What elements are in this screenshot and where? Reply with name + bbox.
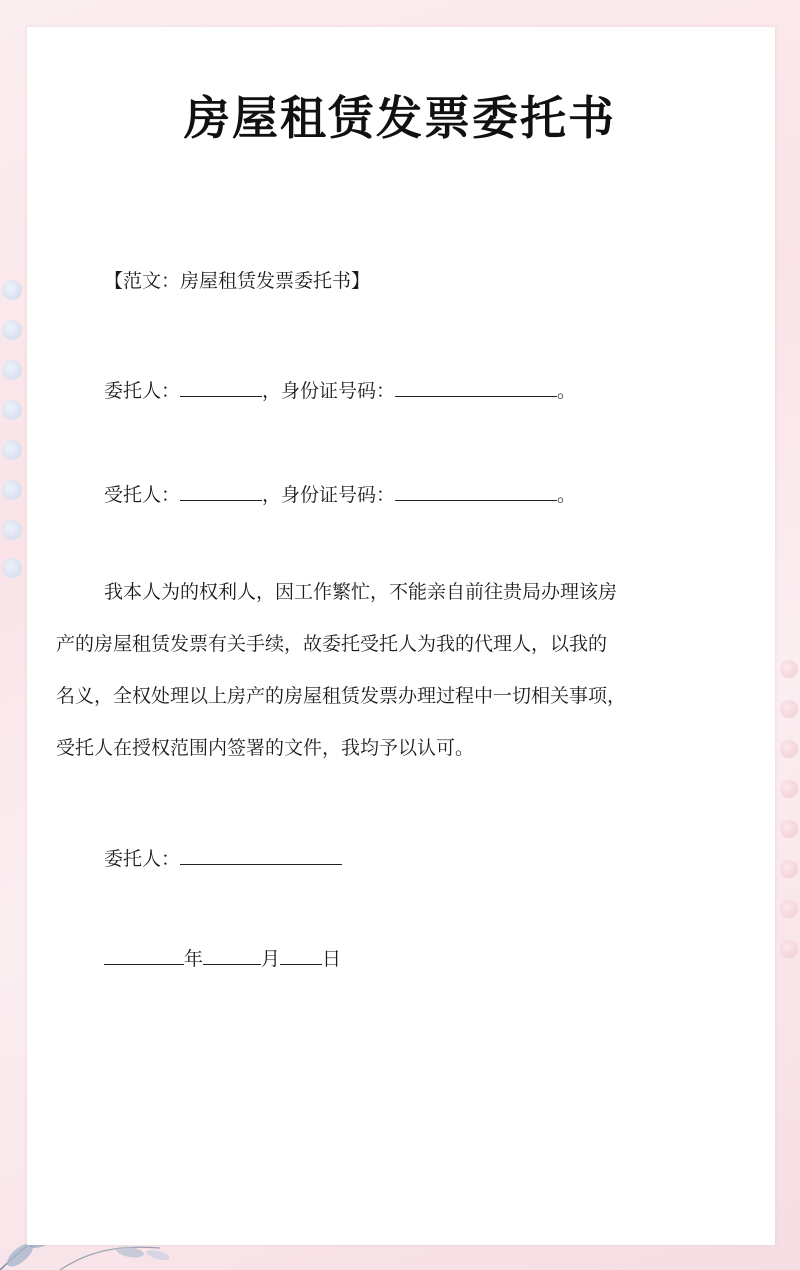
principal-id-label: ，身份证号码： [262, 380, 396, 402]
body-line: 产的房屋租赁发票有关手续，故委托受托人为我的代理人，以我的 [56, 633, 608, 655]
sample-label: 【范文：房屋租赁发票委托书】 [104, 270, 371, 292]
principal-name-blank [180, 378, 262, 397]
day-blank [280, 946, 322, 965]
signature-label: 委托人： [104, 848, 181, 870]
document-title: 房屋租赁发票委托书 [184, 91, 616, 145]
body-line: 名义，全权处理以上房产的房屋租赁发票办理过程中一切相关事项， [56, 685, 627, 707]
decorative-dots-right [774, 660, 800, 980]
agent-end: 。 [557, 484, 577, 506]
date-line [104, 946, 341, 969]
agent-line [104, 482, 576, 505]
body-line: 受托人在授权范围内签署的文件，我均予以认可。 [56, 737, 475, 759]
date-year-label: 年 [184, 948, 204, 970]
date-month-label: 月 [261, 948, 281, 970]
year-blank [104, 946, 184, 965]
body-line: 我本人为的权利人，因工作繁忙，不能亲自前往贵局办理该房 [104, 581, 618, 603]
decorative-dots-left [0, 280, 26, 580]
body-paragraph [56, 566, 756, 774]
principal-label: 委托人： [104, 380, 181, 402]
principal-id-blank [395, 378, 557, 397]
agent-id-label: ，身份证号码： [262, 484, 396, 506]
agent-id-blank [395, 482, 557, 501]
signature-line [104, 846, 342, 869]
month-blank [203, 946, 261, 965]
agent-label: 受托人： [104, 484, 181, 506]
principal-line [104, 378, 576, 401]
principal-end: 。 [557, 380, 577, 402]
date-day-label: 日 [322, 948, 342, 970]
agent-name-blank [180, 482, 262, 501]
signature-blank [180, 846, 342, 865]
